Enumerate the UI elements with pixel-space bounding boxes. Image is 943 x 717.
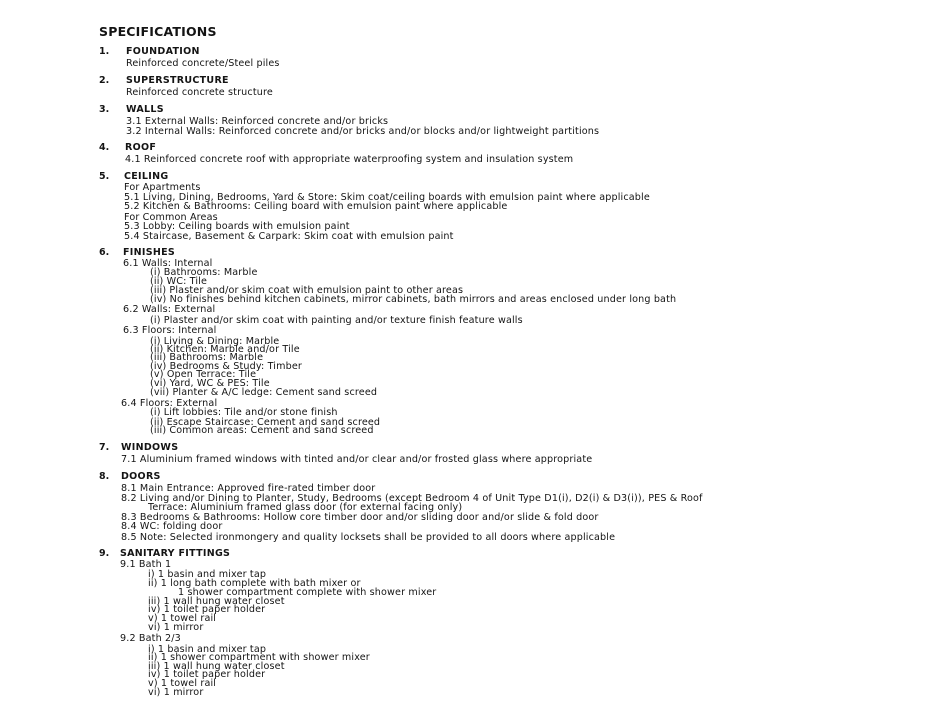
spec-line: For Common Areas xyxy=(124,212,218,223)
section-heading: SUPERSTRUCTURE xyxy=(126,75,229,86)
section-number: 1. xyxy=(99,46,110,57)
section-heading: CEILING xyxy=(124,171,169,182)
spec-line: Reinforced concrete structure xyxy=(126,87,273,98)
spec-line: (iii) Bathrooms: Marble xyxy=(150,352,264,363)
spec-line: vi) 1 mirror xyxy=(148,687,204,698)
spec-line: (vii) Planter & A/C ledge: Cement sand screed xyxy=(150,387,378,398)
spec-line: 6.1 Walls: Internal xyxy=(123,258,213,269)
section-heading: WALLS xyxy=(126,104,164,115)
spec-line: (i) Bathrooms: Marble xyxy=(150,267,258,278)
spec-line: i) 1 basin and mixer tap xyxy=(148,644,267,655)
section-heading: FINISHES xyxy=(123,247,176,258)
section-number: 3. xyxy=(99,104,110,115)
section-number: 2. xyxy=(99,75,110,86)
spec-line: Reinforced concrete/Steel piles xyxy=(126,58,280,69)
spec-line: 5.1 Living, Dining, Bedrooms, Yard & Store: Skim coat/ceiling boards with emulsion paint where applicable xyxy=(124,192,650,203)
spec-line: (i) Lift lobbies: Tile and/or stone finish xyxy=(150,407,338,418)
spec-line: 8.3 Bedrooms & Bathrooms: Hollow core timber door and/or sliding door and/or slide & fold door xyxy=(121,512,599,523)
spec-line: (iii) Common areas: Cement and sand screed xyxy=(150,425,374,436)
spec-line: (ii) WC: Tile xyxy=(150,276,208,287)
section-heading: ROOF xyxy=(125,142,157,153)
spec-line: (vi) Yard, WC & PES: Tile xyxy=(150,378,270,389)
spec-line: 5.4 Staircase, Basement & Carpark: Skim coat with emulsion paint xyxy=(124,231,454,242)
section-number: 6. xyxy=(99,247,110,258)
spec-line: (iii) Plaster and/or skim coat with emulsion paint to other areas xyxy=(150,285,464,296)
spec-line: 8.1 Main Entrance: Approved fire-rated timber door xyxy=(121,483,376,494)
spec-line: 6.4 Floors: External xyxy=(121,398,218,409)
spec-line: (iv) No finishes behind kitchen cabinets, mirror cabinets, bath mirrors and areas enclosed under long bath xyxy=(150,294,677,305)
section-number: 5. xyxy=(99,171,110,182)
spec-line: 3.1 External Walls: Reinforced concrete and/or bricks xyxy=(126,116,389,127)
spec-line: (ii) Kitchen: Marble and/or Tile xyxy=(150,344,300,355)
section-heading: DOORS xyxy=(121,471,161,482)
spec-line: For Apartments xyxy=(124,182,201,193)
document-title: SPECIFICATIONS xyxy=(99,24,217,39)
spec-line: 1 shower compartment complete with shower mixer xyxy=(178,587,437,598)
spec-line: (ii) Escape Staircase: Cement and sand screed xyxy=(150,417,381,428)
spec-line: 6.3 Floors: Internal xyxy=(123,325,217,336)
spec-line: v) 1 towel rail xyxy=(148,613,217,624)
spec-line: iv) 1 toilet paper holder xyxy=(148,604,266,615)
spec-line: iv) 1 toilet paper holder xyxy=(148,669,266,680)
spec-line: v) 1 towel rail xyxy=(148,678,217,689)
spec-line: 9.1 Bath 1 xyxy=(120,559,172,570)
spec-line: Terrace: Aluminium framed glass door (for external facing only) xyxy=(148,502,463,513)
spec-line: vi) 1 mirror xyxy=(148,622,204,633)
spec-line: (i) Plaster and/or skim coat with painting and/or texture finish feature walls xyxy=(150,315,523,326)
spec-line: i) 1 basin and mixer tap xyxy=(148,569,267,580)
spec-line: 8.4 WC: folding door xyxy=(121,521,223,532)
spec-line: 9.2 Bath 2/3 xyxy=(120,633,181,644)
spec-line: ii) 1 shower compartment with shower mixer xyxy=(148,652,370,663)
spec-line: ii) 1 long bath complete with bath mixer or xyxy=(148,578,361,589)
section-number: 9. xyxy=(99,548,110,559)
spec-line: iii) 1 wall hung water closet xyxy=(148,661,285,672)
spec-line: 8.5 Note: Selected ironmongery and quality locksets shall be provided to all doors where applicable xyxy=(121,532,616,543)
spec-line: 5.2 Kitchen & Bathrooms: Ceiling board with emulsion paint where applicable xyxy=(124,201,508,212)
spec-line: 7.1 Aluminium framed windows with tinted and/or clear and/or frosted glass where appropriate xyxy=(121,454,593,465)
spec-line: 8.2 Living and/or Dining to Planter, Study, Bedrooms (except Bedroom 4 of Unit Type D1(i), D2(i) & D3(i)), PES & Roof xyxy=(121,493,703,504)
spec-line: (i) Living & Dining: Marble xyxy=(150,336,280,347)
spec-line: 4.1 Reinforced concrete roof with appropriate waterproofing system and insulation system xyxy=(125,154,574,165)
section-number: 8. xyxy=(99,471,110,482)
section-heading: SANITARY FITTINGS xyxy=(120,548,231,559)
spec-line: (v) Open Terrace: Tile xyxy=(150,369,257,380)
spec-line: 6.2 Walls: External xyxy=(123,304,216,315)
section-number: 7. xyxy=(99,442,110,453)
spec-line: 5.3 Lobby: Ceiling boards with emulsion paint xyxy=(124,221,350,232)
spec-line: 3.2 Internal Walls: Reinforced concrete and/or bricks and/or blocks and/or lightweight partitions xyxy=(126,126,600,137)
spec-line: (iv) Bedrooms & Study: Timber xyxy=(150,361,302,372)
section-heading: WINDOWS xyxy=(121,442,179,453)
section-number: 4. xyxy=(99,142,110,153)
spec-line: iii) 1 wall hung water closet xyxy=(148,596,285,607)
section-heading: FOUNDATION xyxy=(126,46,200,57)
